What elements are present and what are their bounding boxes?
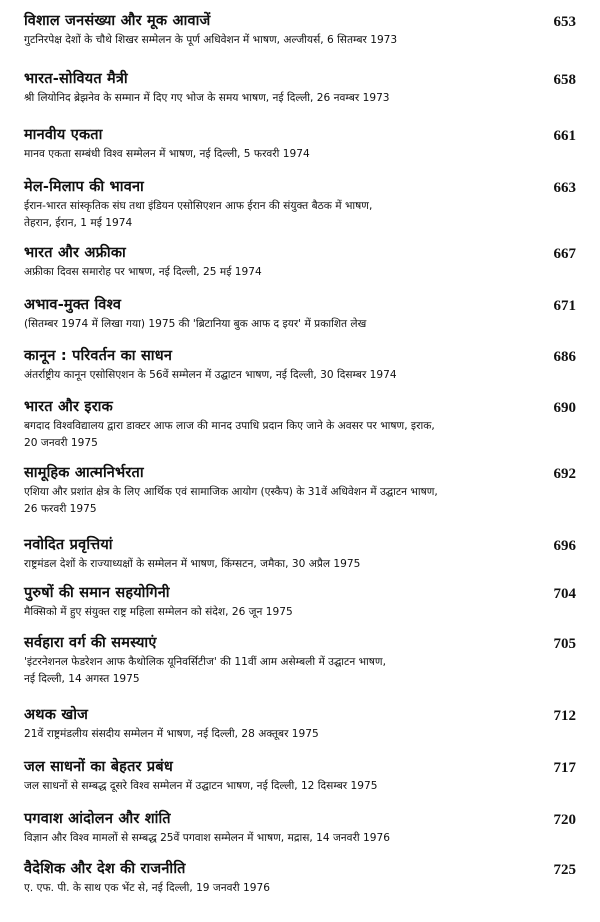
description-line: गुटनिरपेक्ष देशों के चौथे शिखर सम्मेलन के पूर्ण अधिवेशन में भाषण, अल्जीयर्स, 6 सितम्बर 1973 [24,34,398,46]
page-number: 705 [553,636,576,652]
entry-title: सर्वहारा वर्ग की समस्याएं [24,635,157,651]
page-number: 692 [553,466,576,482]
page-number: 690 [553,400,576,416]
page-number: 671 [553,298,576,314]
entry-description [24,418,576,452]
toc-entry [24,582,576,621]
entry-description [24,264,576,281]
entry-description [24,830,576,847]
description-line: 'इंटरनेशनल फेडरेशन आफ कैथोलिक यूनिवर्सिटीज' की 11वीं आम असेम्बली में उद्घाटन भाषण, [24,656,386,668]
description-line: (सितम्बर 1974 में लिखा गया) 1975 की 'ब्रिटानिया बुक आफ द इयर' में प्रकाशित लेख [24,318,367,330]
entry-title: मानवीय एकता [24,127,103,143]
entry-title: अथक खोज [24,707,89,723]
toc-entry [24,10,576,49]
description-line: नई दिल्ली, 14 अगस्त 1975 [24,673,140,685]
description-line: एशिया और प्रशांत क्षेत्र के लिए आर्थिक एवं सामाजिक आयोग (एस्कैप) के 31वें अधिवेशन में उद्घाटन भाषण, [24,486,438,498]
entry-title: भारत और अफ्रीका [24,245,126,261]
entry-description [24,778,576,795]
entry-description [24,316,576,333]
entry-description [24,556,576,573]
page-number: 704 [553,586,576,602]
page-number: 712 [553,708,576,724]
entry-description [24,484,576,518]
entry-title: मेल-मिलाप की भावना [24,179,144,195]
entry-title: कानून : परिवर्तन का साधन [24,348,173,364]
description-line: अंतर्राष्ट्रीय कानून एसोसिएशन के 56वें सम्मेलन में उद्घाटन भाषण, नई दिल्ली, 30 दिसम्बर 1974 [24,369,397,381]
page-number: 663 [553,180,576,196]
entry-title: सामूहिक आत्मनिर्भरता [24,465,144,481]
page-number: 720 [553,812,576,828]
entry-title: विशाल जनसंख्या और मूक आवाजें [24,13,211,29]
entry-title: भारत-सोवियत मैत्री [24,71,128,87]
toc-entry [24,808,576,847]
entry-description [24,604,576,621]
description-line: ईरान-भारत सांस्कृतिक संघ तथा इंडियन एसोसिएशन आफ ईरान की संयुक्त बैठक में भाषण, [24,200,373,212]
toc-entry [24,632,576,688]
entry-title: नवोदित प्रवृत्तियां [24,537,113,553]
entry-title: पगवाश आंदोलन और शांति [24,811,171,827]
toc-entry [24,242,576,281]
description-line: अफ्रीका दिवस समारोह पर भाषण, नई दिल्ली, 25 मई 1974 [24,266,262,278]
toc-entry [24,534,576,573]
page-number: 686 [553,349,576,365]
description-line: ए. एफ. पी. के साथ एक भेंट से, नई दिल्ली, 19 जनवरी 1976 [24,882,270,894]
description-line: 21वें राष्ट्रमंडलीय संसदीय सम्मेलन में भाषण, नई दिल्ली, 28 अक्तूबर 1975 [24,728,319,740]
description-line: जल साधनों से सम्बद्ध दूसरे विश्व सम्मेलन में उद्घाटन भाषण, नई दिल्ली, 12 दिसम्बर 1975 [24,780,378,792]
description-line: तेहरान, ईरान, 1 मई 1974 [24,217,133,229]
toc-entry [24,176,576,232]
toc-entry [24,294,576,333]
toc-entry [24,124,576,163]
entry-title: वैदेशिक और देश की राजनीति [24,861,186,877]
description-line: 26 फरवरी 1975 [24,503,97,515]
page-number: 653 [553,14,576,30]
description-line: मानव एकता सम्बंधी विश्व सम्मेलन में भाषण, नई दिल्ली, 5 फरवरी 1974 [24,148,310,160]
description-line: बगदाद विश्वविद्यालय द्वारा डाक्टर आफ लाज की मानद उपाधि प्रदान किए जाने के अवसर पर भाषण, इराक, [24,420,435,432]
toc-entry [24,68,576,107]
toc-entry [24,704,576,743]
entry-title: अभाव-मुक्त विश्व [24,297,122,313]
description-line: मैक्सिको में हुए संयुक्त राष्ट्र महिला सम्मेलन को संदेश, 26 जून 1975 [24,606,293,618]
entry-description [24,880,576,897]
entry-title: भारत और इराक [24,399,113,415]
toc-entry [24,345,576,384]
description-line: राष्ट्रमंडल देशों के राज्याध्यक्षों के सम्मेलन में भाषण, किंग्सटन, जमैका, 30 अप्रैल 1975 [24,558,361,570]
toc-entry [24,396,576,452]
entry-description [24,90,576,107]
toc-entry [24,756,576,795]
page-number: 667 [553,246,576,262]
entry-description [24,654,576,688]
page-number: 661 [553,128,576,144]
page-number: 725 [553,862,576,878]
entry-title: जल साधनों का बेहतर प्रबंध [24,759,173,775]
page-number: 717 [553,760,576,776]
entry-description [24,32,576,49]
toc-entry [24,858,576,897]
toc-entry [24,462,576,518]
entry-description [24,146,576,163]
description-line: विज्ञान और विश्व मामलों से सम्बद्ध 25वें पगवाश सम्मेलन में भाषण, मद्रास, 14 जनवरी 1976 [24,832,390,844]
entry-description [24,367,576,384]
entry-title: पुरुषों की समान सहयोगिनी [24,585,170,601]
page-number: 658 [553,72,576,88]
description-line: 20 जनवरी 1975 [24,437,98,449]
page-number: 696 [553,538,576,554]
entry-description [24,726,576,743]
entry-description [24,198,576,232]
description-line: श्री लियोनिद ब्रेझनेव के सम्मान में दिए गए भोज के समय भाषण, नई दिल्ली, 26 नवम्बर 1973 [24,92,390,104]
